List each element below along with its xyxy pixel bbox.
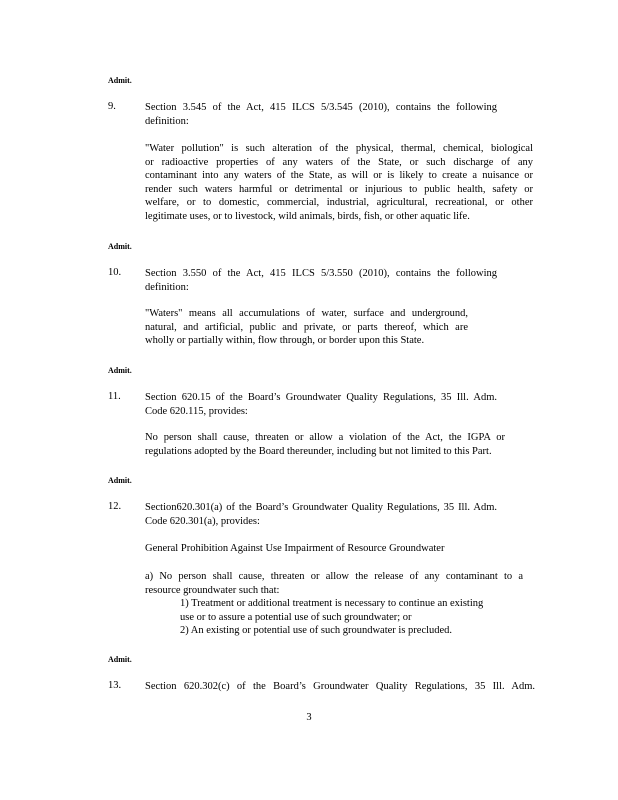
intro-line: Section 620.302(c) of the Board’s Groundwater Quality Regulations, 35 Ill. Adm. [145, 681, 535, 692]
admit-label: Admit. [108, 476, 132, 485]
quote-line: No person shall cause, threaten or allow a violation of the Act, the IGPA or [145, 432, 505, 443]
intro-line: Section 620.15 of the Board’s Groundwater Quality Regulations, 35 Ill. Adm. [145, 392, 497, 403]
page-number: 3 [306, 712, 312, 723]
quote-line: wholly or partially within, flow through, or border upon this State. [145, 335, 425, 346]
intro-line: Section 3.545 of the Act, 415 ILCS 5/3.545 (2010), contains the following [145, 102, 497, 113]
quote-line: "Waters" means all accumulations of water, surface and underground, [145, 308, 468, 319]
quote-line: natural, and artificial, public and private, or parts thereof, which are [145, 321, 468, 333]
item-intro [145, 501, 497, 528]
quote-line: or radioactive properties of any waters of the State, or such discharge of any [145, 156, 533, 168]
quote-line: legitimate uses, or to livestock, wild animals, birds, fish, or other aquatic life. [145, 210, 470, 222]
item-quote [145, 307, 468, 348]
quote-line: render such waters harmful or detrimental or injurious to public health, safety or [145, 183, 533, 195]
admit-label: Admit. [108, 242, 132, 251]
item-number: 9. [108, 101, 116, 112]
sub-item: 2) An existing or potential use of such groundwater is precluded. [180, 625, 453, 636]
item-intro [145, 267, 497, 294]
intro-line: Section620.301(a) of the Board’s Groundwater Quality Regulations, 35 Ill. Adm. [145, 502, 497, 513]
quote-line: regulations adopted by the Board thereunder, including but not limited to this Part. [145, 445, 492, 457]
quote-line: resource groundwater such that: [145, 584, 280, 596]
item-intro [145, 101, 497, 128]
intro-line: Section 3.550 of the Act, 415 ILCS 5/3.550 (2010), contains the following [145, 268, 497, 279]
item-number: 13. [108, 680, 122, 691]
quote-line: contaminant into any waters of the State, as will or is likely to create a nuisance or [145, 170, 533, 181]
admit-label: Admit. [108, 366, 132, 375]
sub-items [145, 597, 483, 638]
item-quote [145, 142, 533, 223]
admit-label: Admit. [108, 655, 132, 664]
item-number: 11. [108, 391, 121, 402]
admit-label: Admit. [108, 76, 132, 85]
item-quote [145, 570, 523, 597]
intro-line: definition: [145, 281, 189, 293]
intro-line: Code 620.301(a), provides: [145, 515, 260, 527]
item-intro [145, 680, 535, 694]
sub-item: use or to assure a potential use of such groundwater; or [180, 611, 412, 623]
item-number: 10. [108, 267, 122, 278]
item-number: 12. [108, 501, 122, 512]
item-quote [145, 431, 505, 458]
intro-line: definition: [145, 115, 189, 127]
sub-item: 1) Treatment or additional treatment is necessary to continue an existing [180, 598, 484, 609]
quote-line: a) No person shall cause, threaten or allow the release of any contaminant to a [145, 571, 523, 582]
quote-line: welfare, or to domestic, commercial, industrial, agricultural, recreational, or other [145, 197, 533, 208]
intro-line: Code 620.115, provides: [145, 405, 248, 417]
quote-line: "Water pollution" is such alteration of the physical, thermal, chemical, biological [145, 143, 533, 154]
item-intro [145, 391, 497, 418]
section-heading: General Prohibition Against Use Impairment of Resource Groundwater [145, 543, 445, 554]
